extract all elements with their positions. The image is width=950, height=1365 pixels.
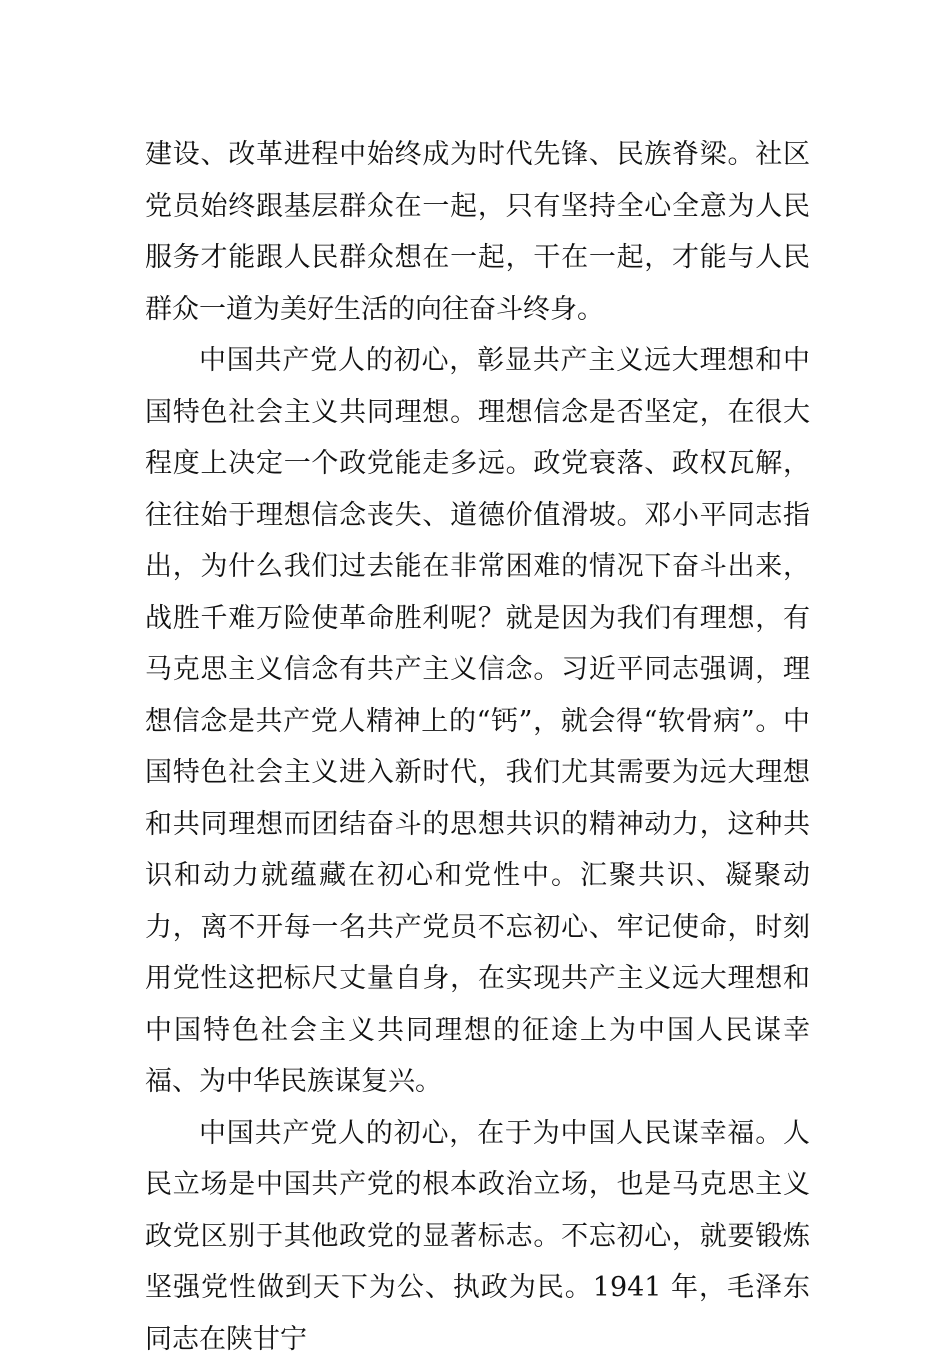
paragraph-3: 中国共产党人的初心，在于为中国人民谋幸福。人民立场是中国共产党的根本政治立场，也是马克思主义政党区别于其他政党的显著标志。不忘初心，就要锻炼坚强党性做到天下为公、执政为民。1941 年，毛泽东同志在陕甘宁	[145, 1108, 810, 1365]
paragraph-1: 建设、改革进程中始终成为时代先锋、民族脊梁。社区党员始终跟基层群众在一起，只有坚持全心全意为人民服务才能跟人民群众想在一起，干在一起，才能与人民群众一道为美好生活的向往奋斗终身。	[145, 129, 810, 335]
document-body	[145, 129, 810, 1365]
paragraph-2: 中国共产党人的初心，彰显共产主义远大理想和中国特色社会主义共同理想。理想信念是否坚定，在很大程度上决定一个政党能走多远。政党衰落、政权瓦解，往往始于理想信念丧失、道德价值滑坡。邓小平同志指出，为什么我们过去能在非常困难的情况下奋斗出来，战胜千难万险使革命胜利呢？就是因为我们有理想，有马克思主义信念有共产主义信念。习近平同志强调，理想信念是共产党人精神上的“钙”，就会得“软骨病”。中国特色社会主义进入新时代，我们尤其需要为远大理想和共同理想而团结奋斗的思想共识的精神动力，这种共识和动力就蕴藏在初心和党性中。汇聚共识、凝聚动力，离不开每一名共产党员不忘初心、牢记使命，时刻用党性这把标尺丈量自身，在实现共产主义远大理想和中国特色社会主义共同理想的征途上为中国人民谋幸福、为中华民族谋复兴。	[145, 335, 810, 1108]
